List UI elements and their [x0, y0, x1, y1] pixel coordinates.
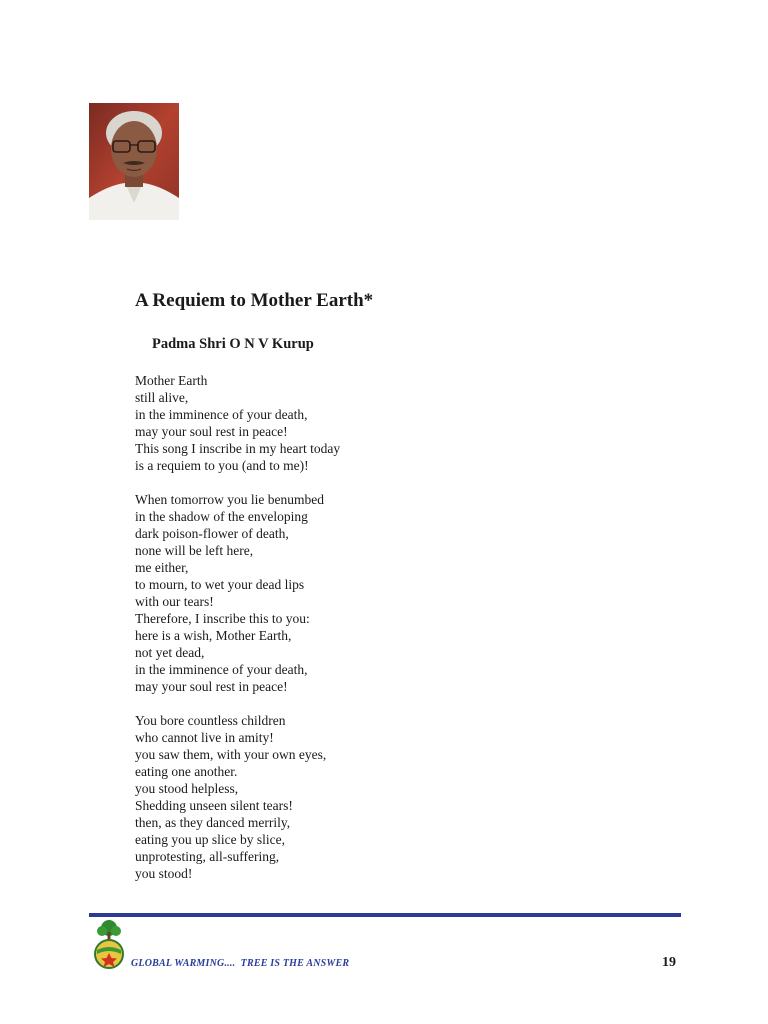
poem-line: You bore countless children — [135, 713, 286, 728]
footer-tagline: GLOBAL WARMING.... TREE IS THE ANSWER — [131, 958, 350, 969]
poem-line: is a requiem to you (and to me)! — [135, 458, 309, 473]
poem-line: here is a wish, Mother Earth, — [135, 628, 292, 643]
tree-emblem-icon — [88, 918, 130, 970]
poem-line: who cannot live in amity! — [135, 730, 274, 745]
poem-line: may your soul rest in peace! — [135, 424, 288, 439]
poem-line: you saw them, with your own eyes, — [135, 747, 327, 762]
poem-line: to mourn, to wet your dead lips — [135, 577, 305, 592]
poem-line: not yet dead, — [135, 645, 205, 660]
author-portrait — [89, 103, 179, 220]
poem-stanza-2 — [135, 491, 555, 695]
poem-line: with our tears! — [135, 594, 214, 609]
poem-line: still alive, — [135, 390, 189, 405]
page-number: 19 — [662, 955, 676, 970]
poem-line: then, as they danced merrily, — [135, 815, 291, 830]
page-title: A Requiem to Mother Earth* — [135, 290, 374, 311]
poem-line: in the imminence of your death, — [135, 407, 308, 422]
poem-line: me either, — [135, 560, 189, 575]
poem-line: dark poison-flower of death, — [135, 526, 289, 541]
poem-line: Shedding unseen silent tears! — [135, 798, 293, 813]
poem-line: you stood helpless, — [135, 781, 239, 796]
poem-line: eating one another. — [135, 764, 238, 779]
poem-line: none will be left here, — [135, 543, 254, 558]
poem-stanza-3 — [135, 712, 555, 882]
poem-line: in the shadow of the enveloping — [135, 509, 308, 524]
poem-line: you stood! — [135, 866, 193, 881]
poem-line: When tomorrow you lie benumbed — [135, 492, 324, 507]
poem-line: Therefore, I inscribe this to you: — [135, 611, 310, 626]
poem-body — [135, 372, 555, 899]
poem-line: This song I inscribe in my heart today — [135, 441, 341, 456]
poem-line: in the imminence of your death, — [135, 662, 308, 677]
poem-line: eating you up slice by slice, — [135, 832, 285, 847]
author-byline: Padma Shri O N V Kurup — [152, 336, 314, 352]
poem-line: Mother Earth — [135, 373, 208, 388]
poem-line: unprotesting, all-suffering, — [135, 849, 280, 864]
poem-line: may your soul rest in peace! — [135, 679, 288, 694]
footer-rule — [89, 913, 681, 917]
poem-stanza-1 — [135, 372, 555, 474]
